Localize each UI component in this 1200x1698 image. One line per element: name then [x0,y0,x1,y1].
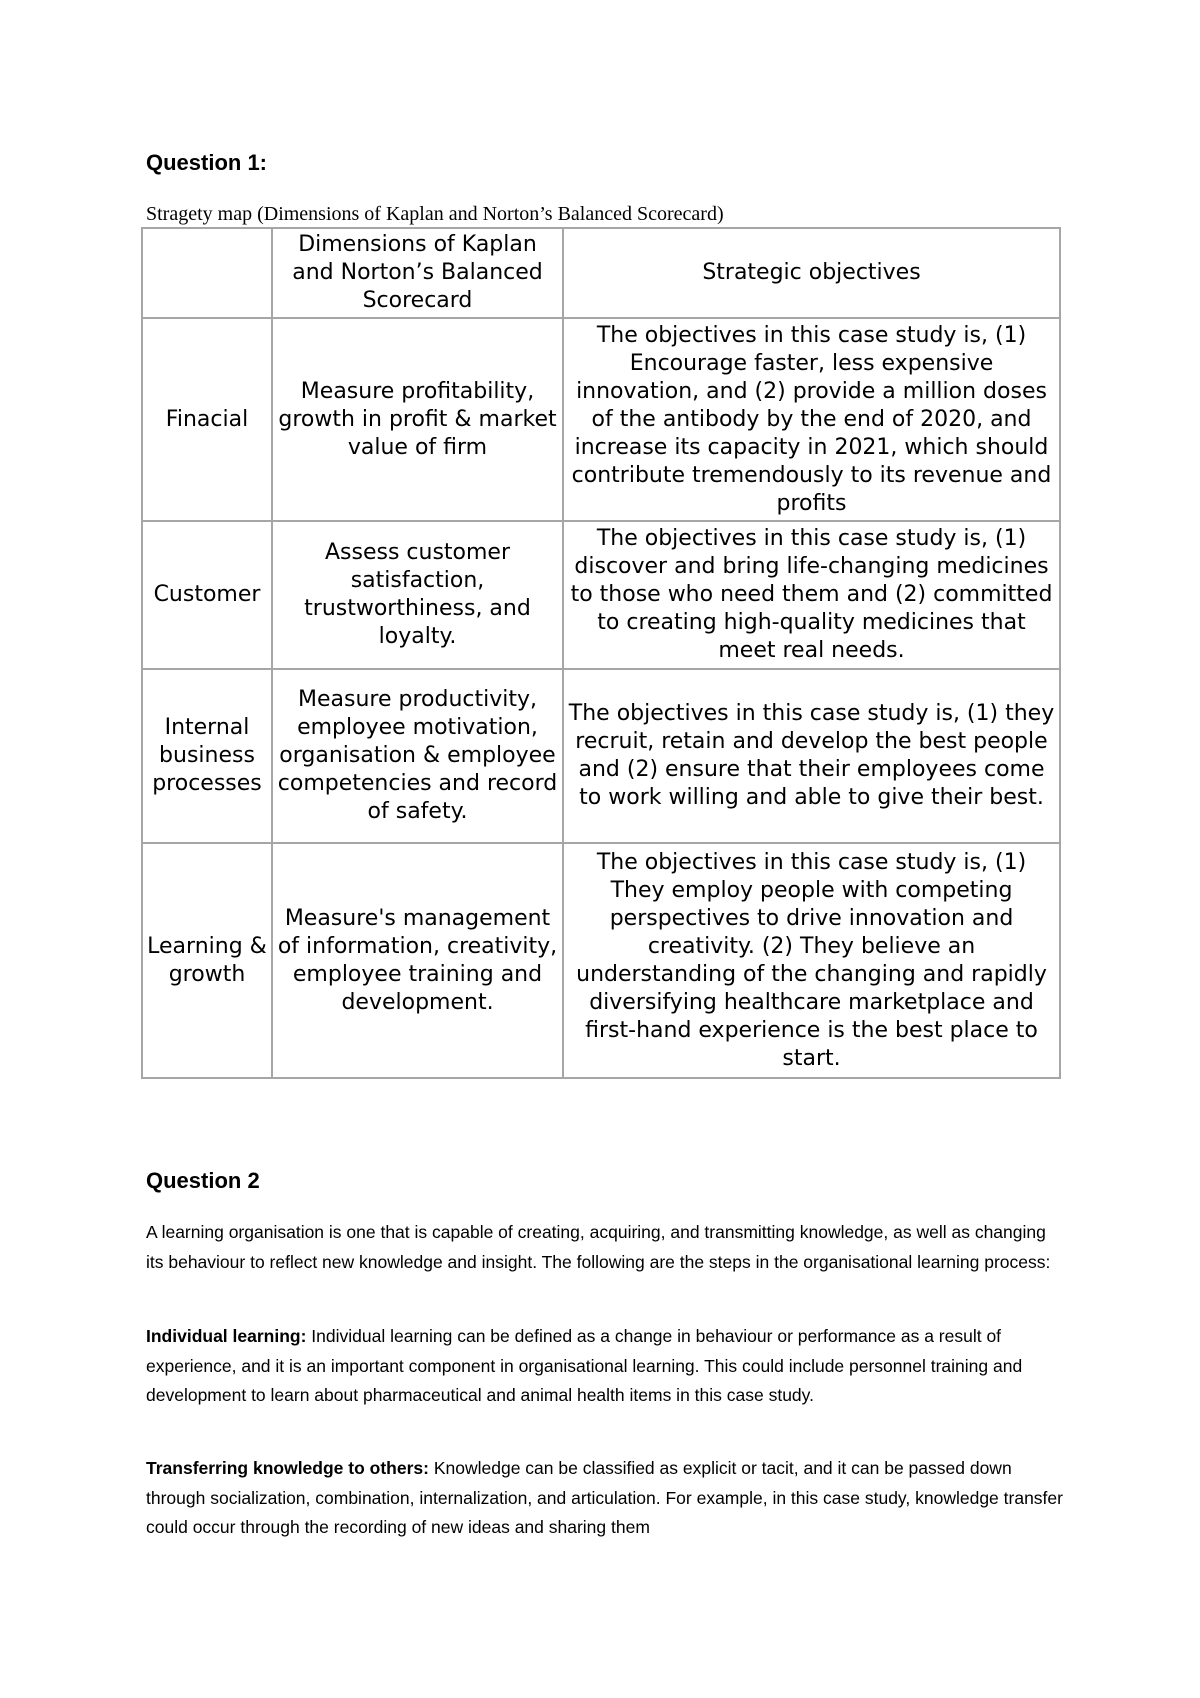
transferring-knowledge-paragraph [146,1454,1066,1543]
perspective-financial: Finacial [142,318,272,521]
header-dimensions: Dimensions of Kaplan and Norton’s Balanced Scorecard [272,228,563,318]
question-1-heading: Question 1: [146,150,268,175]
perspective-customer: Customer [142,521,272,669]
individual-learning-text: Individual learning can be defined as a change in behaviour or performance as a result of experience, and it is an important component in organisational learning. This could include personnel training and development to learn about pharmaceutical and animal health items in this case study. [146,1326,1023,1405]
header-objectives: Strategic objectives [563,228,1060,318]
individual-learning-paragraph [146,1322,1066,1411]
transferring-knowledge-label: Transferring knowledge to others: [146,1458,429,1478]
transferring-knowledge-text: Knowledge can be classified as explicit or tacit, and it can be passed down through socialization, combination, internalization, and articulation. For example, in this case study, knowledge transfer could occur through the recording of new ideas and sharing them [146,1458,1063,1537]
dimension-customer: Assess customer satisfaction, trustworthiness, and loyalty. [272,521,563,669]
dimension-internal-processes: Measure productivity, employee motivation, organisation & employee competencies and record of safety. [272,669,563,843]
balanced-scorecard-table [141,227,1061,1079]
dimension-learning-growth: Measure's management of information, creativity, employee training and development. [272,843,563,1078]
perspective-internal-processes: Internal business processes [142,669,272,843]
table-row-customer [142,521,1060,669]
objective-financial: The objectives in this case study is, (1) Encourage faster, less expensive innovation, and (2) provide a million doses of the antibody by the end of 2020, and increase its capacity in 2021, which should contribute tremendously to its revenue and profits [563,318,1060,521]
table-caption: Stragety map (Dimensions of Kaplan and Norton’s Balanced Scorecard) [146,203,724,225]
table-row-financial [142,318,1060,521]
question-2-heading: Question 2 [146,1168,260,1193]
objective-internal-processes: The objectives in this case study is, (1) they recruit, retain and develop the best people and (2) ensure that their employees come to work willing and able to give their best. [563,669,1060,843]
header-empty-cell [142,228,272,318]
dimension-financial: Measure profitability, growth in profit & market value of firm [272,318,563,521]
objective-learning-growth: The objectives in this case study is, (1) They employ people with competing perspectives to drive innovation and creativity. (2) They believe an understanding of the changing and rapidly diversifying healthcare marketplace and first-hand experience is the best place to start. [563,843,1060,1078]
table-row-learning-growth [142,843,1060,1078]
objective-customer: The objectives in this case study is, (1) discover and bring life-changing medicines to those who need them and (2) committed to creating high-quality medicines that meet real needs. [563,521,1060,669]
table-header-row [142,228,1060,318]
table-row-internal-processes [142,669,1060,843]
perspective-learning-growth: Learning & growth [142,843,272,1078]
individual-learning-label: Individual learning: [146,1326,307,1346]
learning-organisation-paragraph: A learning organisation is one that is capable of creating, acquiring, and transmitting knowledge, as well as changing its behaviour to reflect new knowledge and insight. The following are the steps in the organisational learning process: [146,1222,1051,1272]
